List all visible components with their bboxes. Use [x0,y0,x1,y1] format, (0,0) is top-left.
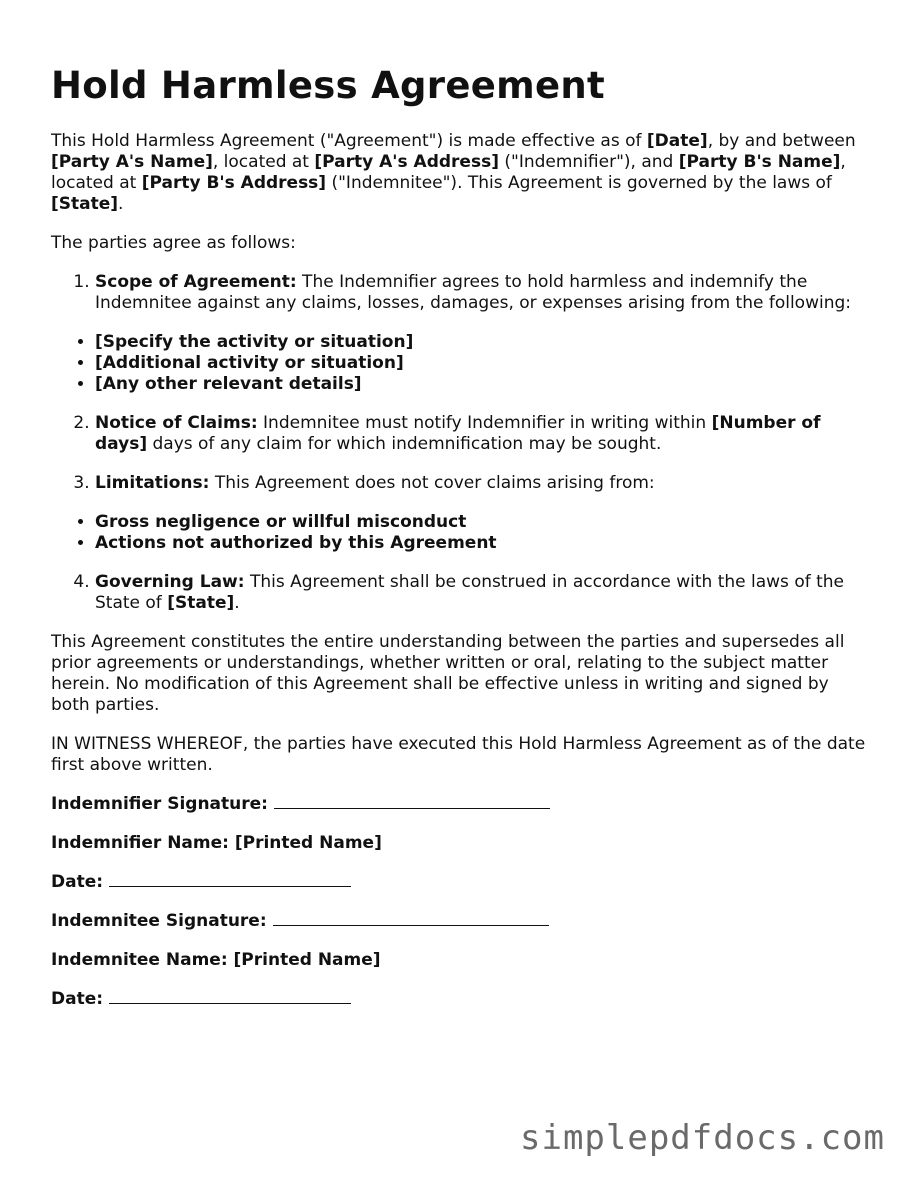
section-list-4 [51,572,866,614]
section-text: This Agreement shall be construed in accordance with the laws of the State of [95,572,845,613]
list-item [95,512,866,533]
section-heading: Notice of Claims: [95,413,258,433]
section-list-2 [51,413,866,455]
section-text: Indemnitee must notify Indemnifier in writing within [257,413,712,433]
bullet-text: [Any other relevant details] [95,374,362,394]
section-heading: Limitations: [95,473,210,493]
state-placeholder: [State] [51,194,119,214]
days-placeholder: [Number of days] [95,413,821,454]
section-text: . [234,593,240,613]
section-list-1 [51,272,866,314]
list-item [95,353,866,374]
section-text: The Indemnifier agrees to hold harmless and indemnify the Indemnitee against any claims, losses, damages, or expenses arising from the following: [95,272,852,313]
section-heading: Scope of Agreement: [95,272,297,292]
watermark: simplepdfdocs.com [520,1118,885,1158]
section-notice [95,413,866,455]
section-scope [95,272,866,314]
section-text: This Agreement does not cover claims arising from: [209,473,655,493]
indemnifier-signature-row [51,794,866,815]
date-placeholder: [Date] [646,131,708,151]
scope-bullet-list [51,332,866,395]
document-title: Hold Harmless Agreement [51,64,606,107]
bullet-text: Gross negligence or willful misconduct [95,512,467,532]
signature-label: Indemnifier Signature: [51,794,268,814]
intro-text: ("Indemnifier"), and [498,152,679,172]
indemnifier-signature-line[interactable] [274,807,550,809]
intro-text: , located at [212,152,315,172]
entire-agreement-paragraph: This Agreement constitutes the entire understanding between the parties and supersedes all prior agreements or understandings, whether written or oral, relating to the subject matter herein. No modification of this Agreement shall be effective unless in writing and signed by both parties. [51,632,845,715]
intro-text: , located at [51,152,846,193]
bullet-text: [Additional activity or situation] [95,353,404,373]
intro-text: . [118,194,124,214]
indemnitee-signature-row [51,911,866,932]
intro-text: ("Indemnitee"). This Agreement is governed by the laws of [326,173,832,193]
intro-text: This Hold Harmless Agreement ("Agreement") is made effective as of [51,131,647,151]
agree-line: The parties agree as follows: [51,233,296,253]
indemnitee-signature-line[interactable] [273,924,549,926]
section-text: days of any claim for which indemnification may be sought. [147,434,662,454]
indemnitee-date-row [51,989,866,1010]
indemnifier-date-line[interactable] [109,885,351,887]
limitations-bullet-list [51,512,866,554]
witness-paragraph: IN WITNESS WHEREOF, the parties have executed this Hold Harmless Agreement as of the date first above written. [51,734,866,775]
date-label: Date: [51,989,104,1009]
list-item [95,374,866,395]
bullet-text: Actions not authorized by this Agreement [95,533,497,553]
section-list-3 [51,473,866,494]
state-placeholder: [State] [167,593,235,613]
party-a-name-placeholder: [Party A's Name] [51,152,213,172]
signature-label: Indemnitee Signature: [51,911,267,931]
indemnitee-date-line[interactable] [109,1002,351,1004]
section-limitations [95,473,866,494]
party-b-name-placeholder: [Party B's Name] [678,152,841,172]
party-b-address-placeholder: [Party B's Address] [141,173,327,193]
date-label: Date: [51,872,104,892]
section-heading: Governing Law: [95,572,245,592]
bullet-text: [Specify the activity or situation] [95,332,414,352]
party-a-address-placeholder: [Party A's Address] [314,152,499,172]
document-page [51,62,866,1010]
list-item [95,332,866,353]
indemnifier-date-row [51,872,866,893]
section-governing-law [95,572,866,614]
intro-text: , by and between [707,131,856,151]
list-item [95,533,866,554]
indemnitee-name-row: Indemnitee Name: [Printed Name] [51,950,381,970]
intro-paragraph [51,131,866,215]
indemnifier-name-row: Indemnifier Name: [Printed Name] [51,833,382,853]
